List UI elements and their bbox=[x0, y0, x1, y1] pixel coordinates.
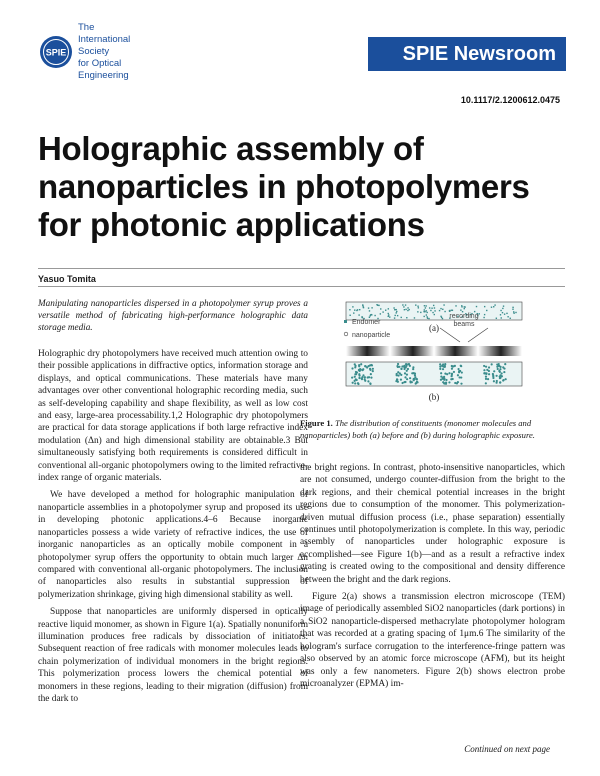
nanoparticle-dot bbox=[450, 378, 452, 380]
nanoparticle-dot bbox=[397, 374, 399, 376]
monomer-dot bbox=[405, 304, 406, 305]
nanoparticle-dot bbox=[461, 371, 463, 373]
monomer-dot bbox=[476, 306, 477, 307]
nanoparticle-dot bbox=[351, 367, 353, 369]
figure-legend bbox=[344, 319, 390, 339]
monomer-dot bbox=[349, 315, 350, 316]
nanoparticle-dot bbox=[491, 363, 493, 365]
monomer-dot bbox=[358, 314, 359, 315]
newsroom-banner: SPIE Newsroom bbox=[368, 37, 566, 71]
monomer-dot bbox=[502, 312, 503, 313]
panel-b bbox=[346, 362, 522, 402]
monomer-dot bbox=[397, 315, 398, 316]
nanoparticle-dot bbox=[499, 375, 501, 377]
monomer-dot bbox=[405, 309, 406, 310]
monomer-dot bbox=[371, 307, 372, 308]
monomer-dot bbox=[418, 307, 419, 308]
nanoparticle-dot bbox=[370, 376, 372, 378]
monomer-dot bbox=[376, 304, 377, 305]
monomer-dot bbox=[426, 314, 427, 315]
monomer-dot bbox=[504, 313, 505, 314]
nanoparticle-dot bbox=[406, 378, 408, 380]
monomer-dot bbox=[394, 309, 395, 310]
nanoparticle-dot bbox=[439, 368, 441, 370]
monomer-dot bbox=[417, 311, 418, 312]
beams-label-1: recording bbox=[449, 313, 479, 320]
monomer-dot bbox=[500, 310, 501, 311]
paragraph: the bright regions. In contrast, photo-insensitive nanoparticles, which are not consumed, undergo counter-diffusion from the bright to the dark regions, and their chemical potential increases in the bright regions due to consumption of the monomer. This polymerization-driven mutual diffusion process (i.e., phase separation) essentially continues until photopolymerization is complete. In this way, periodic assembly of nanoparticles under holographic exposure is accomplished—see Figure 1(b)—and as a result a refractive index grating is created owing to the compositional and density difference between the bright and the dark regions. bbox=[300, 463, 565, 585]
monomer-dot bbox=[491, 306, 492, 307]
monomer-dot bbox=[432, 312, 433, 313]
monomer-dot bbox=[439, 310, 440, 311]
figure-caption bbox=[300, 418, 565, 441]
spie-badge-icon bbox=[38, 34, 74, 70]
monomer-dot bbox=[464, 308, 465, 309]
nanoparticle-dot bbox=[405, 366, 407, 368]
monomer-dot bbox=[425, 305, 426, 306]
continued-note: Continued on next page bbox=[464, 744, 550, 754]
monomer-dot bbox=[449, 311, 450, 312]
monomer-dot bbox=[507, 316, 508, 317]
column-right bbox=[300, 462, 565, 695]
nanoparticle-dot bbox=[397, 363, 399, 365]
monomer-dot bbox=[431, 308, 432, 309]
nanoparticle-dot bbox=[398, 366, 400, 368]
monomer-dot bbox=[368, 307, 369, 308]
nanoparticle-dot bbox=[414, 372, 416, 374]
monomer-dot bbox=[434, 307, 435, 308]
monomer-dot bbox=[388, 308, 389, 309]
nanoparticle-dot bbox=[484, 372, 486, 374]
monomer-dot bbox=[361, 316, 362, 317]
monomer-dot bbox=[378, 305, 379, 306]
nanoparticle-dot bbox=[368, 376, 370, 378]
nanoparticle-dot bbox=[439, 363, 441, 365]
paragraph: Holographic dry photopolymers have received much attention owing to their possible applications in diffractive optics, information storage and displays, and optical communications. These materials have many advantages over other conventional holographic recording media, such as self-developing capability and shape flexibility, as well as low cost and easy, large-area processability.1,2 Holographic dry photopolymers are practical for data storage applications if both large refractive index modulation (Δn) and high dimensional stability are obtainable.3 But simultaneously satisfying both requirements is considered difficult in conventional all-organic photopolymers owing to the limited refractive-index range of organic materials. bbox=[38, 349, 308, 484]
monomer-dot bbox=[389, 316, 390, 317]
monomer-dot bbox=[406, 317, 407, 318]
nanoparticle-dot bbox=[492, 375, 494, 377]
monomer-dot bbox=[407, 310, 408, 311]
monomer-dot bbox=[479, 313, 480, 314]
panel-a bbox=[346, 302, 522, 333]
monomer-dot bbox=[500, 314, 501, 315]
divider-top bbox=[38, 268, 565, 269]
logo-badge-text: SPIE bbox=[45, 47, 67, 58]
nanoparticle-dot bbox=[451, 374, 453, 376]
monomer-dot bbox=[408, 309, 409, 310]
nanoparticle-dot bbox=[369, 368, 371, 370]
monomer-dot bbox=[396, 312, 397, 313]
monomer-dot bbox=[354, 309, 355, 310]
nanoparticle-dot bbox=[505, 378, 507, 380]
nanoparticle-dot bbox=[448, 381, 450, 383]
monomer-dot bbox=[393, 307, 394, 308]
nanoparticle-dot bbox=[501, 372, 503, 374]
monomer-dot bbox=[404, 309, 405, 310]
nanoparticle-dot bbox=[483, 365, 485, 367]
nanoparticle-dot bbox=[487, 378, 489, 380]
monomer-dot bbox=[388, 313, 389, 314]
nanoparticle-dot bbox=[443, 376, 445, 378]
monomer-dot bbox=[496, 318, 497, 319]
nanoparticle-dot bbox=[395, 380, 397, 382]
interference-fringes bbox=[346, 346, 522, 356]
monomer-dot bbox=[423, 316, 424, 317]
spie-logo bbox=[38, 22, 148, 81]
nanoparticle-dot bbox=[412, 366, 414, 368]
monomer-dot bbox=[395, 315, 396, 316]
monomer-dot bbox=[444, 311, 445, 312]
panel-a-label: (a) bbox=[429, 323, 439, 333]
nanoparticle-dot bbox=[404, 376, 406, 378]
monomer-dot bbox=[455, 305, 456, 306]
panel-b-label: (b) bbox=[428, 392, 440, 402]
nanoparticle-dot bbox=[358, 365, 360, 367]
org-name-line2: for Optical Engineering bbox=[78, 58, 129, 81]
nanoparticle-dot bbox=[407, 368, 409, 370]
nanoparticle-dot bbox=[451, 365, 453, 367]
monomer-dot bbox=[442, 318, 443, 319]
nanoparticle-dot bbox=[370, 373, 372, 375]
doi: 10.1117/2.1200612.0475 bbox=[460, 95, 560, 105]
nanoparticle-dot bbox=[460, 376, 462, 378]
monomer-dot bbox=[442, 309, 443, 310]
caption-label: Figure 1. bbox=[300, 418, 333, 428]
nanoparticle-dot bbox=[361, 376, 363, 378]
nanoparticle-dot bbox=[370, 364, 372, 366]
monomer-dot bbox=[424, 305, 425, 306]
nanoparticle-dot bbox=[364, 376, 366, 378]
nanoparticle-dot bbox=[356, 371, 358, 373]
nanoparticle-dot bbox=[359, 368, 361, 370]
nanoparticle-dot bbox=[358, 377, 360, 379]
monomer-dot bbox=[503, 305, 504, 306]
nanoparticle-dot bbox=[354, 382, 356, 384]
nanoparticle-dot bbox=[496, 380, 498, 382]
monomer-dot bbox=[417, 306, 418, 307]
nanoparticle-dot bbox=[362, 368, 364, 370]
monomer-dot bbox=[512, 307, 513, 308]
nanoparticle-dot bbox=[485, 375, 487, 377]
nanoparticle-dot bbox=[442, 368, 444, 370]
monomer-dot bbox=[388, 314, 389, 315]
nanoparticle-dot bbox=[483, 369, 485, 371]
nanoparticle-dot bbox=[396, 365, 398, 367]
nanoparticle-dot bbox=[460, 383, 462, 385]
nanoparticle-dot bbox=[367, 365, 369, 367]
monomer-dot bbox=[382, 311, 383, 312]
monomer-dot bbox=[362, 305, 363, 306]
monomer-dot bbox=[363, 307, 364, 308]
nanoparticle-dot bbox=[406, 370, 408, 372]
nanoparticle-dot bbox=[372, 370, 374, 372]
nanoparticle-dot bbox=[358, 373, 360, 375]
nanoparticle-dot bbox=[457, 368, 459, 370]
monomer-dot bbox=[420, 312, 421, 313]
nanoparticle-dot bbox=[504, 363, 506, 365]
nanoparticle-dot bbox=[445, 379, 447, 381]
nanoparticle-dot bbox=[408, 363, 410, 365]
nanoparticle-dot bbox=[451, 368, 453, 370]
monomer-dot bbox=[426, 312, 427, 313]
nanoparticle-dot bbox=[444, 366, 446, 368]
monomer-dot bbox=[385, 310, 386, 311]
nanoparticle-dot bbox=[485, 382, 487, 384]
nanoparticle-dot bbox=[457, 381, 459, 383]
nanoparticle-dot bbox=[457, 374, 459, 376]
monomer-dot bbox=[426, 316, 427, 317]
nanoparticle-dot bbox=[369, 382, 371, 384]
monomer-dot bbox=[434, 314, 435, 315]
nanoparticle-dot bbox=[355, 378, 357, 380]
monomer-dot bbox=[394, 317, 395, 318]
monomer-dot bbox=[371, 314, 372, 315]
abstract: Manipulating nanoparticles dispersed in a photopolymer syrup proves a versatile method of fabricating high-performance holographic data storage media. bbox=[38, 298, 308, 332]
monomer-dot bbox=[369, 310, 370, 311]
nanoparticle-dot bbox=[453, 371, 455, 373]
beams-label-2: beams bbox=[453, 321, 475, 328]
nanoparticle-dot bbox=[367, 380, 369, 382]
nanoparticle-dot bbox=[442, 363, 444, 365]
monomer-dot bbox=[502, 308, 503, 309]
nanoparticle-dot bbox=[415, 383, 417, 385]
nanoparticle-dot bbox=[400, 379, 402, 381]
monomer-dot bbox=[434, 310, 435, 311]
nanoparticle-dot bbox=[416, 380, 418, 382]
monomer-dot bbox=[414, 317, 415, 318]
monomer-dot bbox=[483, 317, 484, 318]
monomer-dot bbox=[460, 309, 461, 310]
monomer-dot bbox=[494, 304, 495, 305]
nanoparticle-dot bbox=[354, 376, 356, 378]
nanoparticle-dot bbox=[502, 379, 504, 381]
nanoparticle-dot bbox=[354, 373, 356, 375]
nanoparticle-dot bbox=[414, 376, 416, 378]
nanoparticle-dot bbox=[399, 372, 401, 374]
nanoparticle-dot bbox=[503, 371, 505, 373]
nanoparticle-dot bbox=[448, 372, 450, 374]
paragraph: Suppose that nanoparticles are uniformly dispersed in optically reactive liquid monomer, as shown in Figure 1(a). Spatially nonuniform illumination produces free radicals by dissociation of initiators. Subsequent reaction of free radicals with monomer molecules leads to chain polymerization of individual monomers in the bright regions. This polymerization process lowers the chemical potential of monomers in these regions, leading to their migration (diffusion) from the dark to bbox=[38, 607, 308, 704]
nanoparticle-dot bbox=[440, 372, 442, 374]
nanoparticle-dot bbox=[439, 365, 441, 367]
monomer-dot bbox=[426, 310, 427, 311]
monomer-dot bbox=[429, 307, 430, 308]
monomer-dot bbox=[451, 310, 452, 311]
nanoparticle-dot bbox=[496, 375, 498, 377]
nanoparticle-dot bbox=[488, 373, 490, 375]
monomer-dot bbox=[513, 311, 514, 312]
monomer-dot bbox=[515, 312, 516, 313]
nanoparticle-dot bbox=[401, 382, 403, 384]
monomer-dot bbox=[424, 309, 425, 310]
nanoparticle-dot bbox=[497, 364, 499, 366]
nanoparticle-dot bbox=[493, 380, 495, 382]
monomer-dot bbox=[395, 309, 396, 310]
divider-bottom bbox=[38, 286, 565, 287]
article-title: Holographic assembly of nanoparticles in photopolymers for photonic applications bbox=[38, 130, 530, 243]
monomer-dot bbox=[484, 314, 485, 315]
nanoparticle-dot bbox=[497, 368, 499, 370]
nanoparticle-dot bbox=[352, 382, 354, 384]
monomer-dot bbox=[425, 307, 426, 308]
monomer-dot bbox=[464, 306, 465, 307]
nanoparticle-dot bbox=[400, 368, 402, 370]
monomer-dot bbox=[513, 313, 514, 314]
org-name-line1: The International Society bbox=[78, 22, 131, 57]
monomer-dot bbox=[484, 306, 485, 307]
nanoparticle-dot bbox=[459, 370, 461, 372]
monomer-dot bbox=[349, 309, 350, 310]
nanoparticle-dot bbox=[499, 368, 501, 370]
monomer-dot bbox=[359, 309, 360, 310]
nanoparticle-dot bbox=[413, 379, 415, 381]
monomer-dot bbox=[388, 316, 389, 317]
nanoparticle-dot bbox=[493, 370, 495, 372]
monomer-dot bbox=[401, 317, 402, 318]
column-left bbox=[38, 348, 308, 710]
nanoparticle-dot bbox=[351, 376, 353, 378]
monomer-dot bbox=[353, 312, 354, 313]
legend-nanoparticle: nanoparticle bbox=[352, 332, 391, 339]
nanoparticle-dot bbox=[396, 374, 398, 376]
monomer-dot bbox=[428, 318, 429, 319]
nanoparticle-dot bbox=[354, 363, 356, 365]
monomer-dot bbox=[440, 308, 441, 309]
monomer-dot bbox=[461, 306, 462, 307]
monomer-dot bbox=[501, 317, 502, 318]
nanoparticle-dot bbox=[503, 367, 505, 369]
nanoparticle-dot bbox=[401, 365, 403, 367]
nanoparticle-dot bbox=[357, 382, 359, 384]
paragraph: Figure 2(a) shows a transmission electron microscope (TEM) image of periodically assembled SiO2 nanoparticles (dark portions) in a SiO2 nanoparticle-dispersed methacrylate photopolymer hologram that was recorded at a grating spacing of 1μm.6 The similarity of the hologram's surface corrugation to the interference-fringe pattern was also observed by an atomic force microscope (AFM), but its height was only a few nanometers. Figure 2(b) shows electron probe microanalyzer (EPMA) im- bbox=[300, 592, 565, 689]
monomer-dot bbox=[510, 318, 511, 319]
monomer-dot bbox=[427, 318, 428, 319]
monomer-dot bbox=[402, 304, 403, 305]
nanoparticle-dot bbox=[360, 363, 362, 365]
nanoparticle-dot bbox=[499, 381, 501, 383]
monomer-dot bbox=[443, 304, 444, 305]
figure-1 bbox=[300, 300, 565, 418]
monomer-dot bbox=[430, 310, 431, 311]
nanoparticle-dot bbox=[441, 378, 443, 380]
monomer-dot bbox=[486, 310, 487, 311]
nanoparticle-dot bbox=[406, 374, 408, 376]
nanoparticle-dot bbox=[411, 381, 413, 383]
paragraph: We have developed a method for holographic manipulation of nanoparticle assemblies in a photopolymer syrup and proposed its use in developing photonic applications.4–6 Because inorganic nanoparticles possess a wide variety of refractive indices, the use of inorganic nanoparticles as an optically mobile component in a photopolymer syrup offers the opportunity to obtain much larger Δn compared with conventional all-organic photopolymers. The inclusion of nanoparticles also results in substantial suppression of polymerization shrinkage, giving high dimensional stability as well. bbox=[38, 490, 308, 600]
author-name: Yasuo Tomita bbox=[38, 274, 96, 284]
nanoparticle-dot bbox=[372, 368, 374, 370]
monomer-dot bbox=[407, 307, 408, 308]
nanoparticle-dot bbox=[454, 365, 456, 367]
nanoparticle-dot bbox=[460, 365, 462, 367]
nanoparticle-dot bbox=[485, 378, 487, 380]
monomer-dot bbox=[380, 313, 381, 314]
monomer-dot bbox=[352, 306, 353, 307]
caption-text: The distribution of constituents (monomer molecules and nanoparticles) both (a) before and (b) during holographic exposure. bbox=[300, 418, 535, 440]
nanoparticle-dot bbox=[364, 365, 366, 367]
monomer-dot bbox=[433, 305, 434, 306]
monomer-dot bbox=[374, 315, 375, 316]
nanoparticle-dot bbox=[444, 373, 446, 375]
monomer-dot bbox=[493, 306, 494, 307]
monomer-dot bbox=[512, 309, 513, 310]
monomer-dot bbox=[506, 313, 507, 314]
legend-endomer: Endomer bbox=[352, 319, 381, 326]
monomer-dot bbox=[380, 308, 381, 309]
nanoparticle-dot bbox=[404, 381, 406, 383]
nanoparticle-dot bbox=[443, 382, 445, 384]
nanoparticle-dot bbox=[488, 366, 490, 368]
monomer-dot bbox=[369, 317, 370, 318]
monomer-dot bbox=[415, 304, 416, 305]
nanoparticle-dot bbox=[444, 363, 446, 365]
monomer-dot bbox=[423, 311, 424, 312]
nanoparticle-dot bbox=[499, 366, 501, 368]
nanoparticle-dot bbox=[404, 372, 406, 374]
nanoparticle-dot bbox=[364, 378, 366, 380]
nanoparticle-dot bbox=[485, 366, 487, 368]
monomer-dot bbox=[357, 309, 358, 310]
nanoparticle-dot bbox=[416, 378, 418, 380]
monomer-dot bbox=[396, 311, 397, 312]
monomer-dot bbox=[403, 306, 404, 307]
nanoparticle-dot bbox=[409, 377, 411, 379]
nanoparticle-dot bbox=[486, 369, 488, 371]
